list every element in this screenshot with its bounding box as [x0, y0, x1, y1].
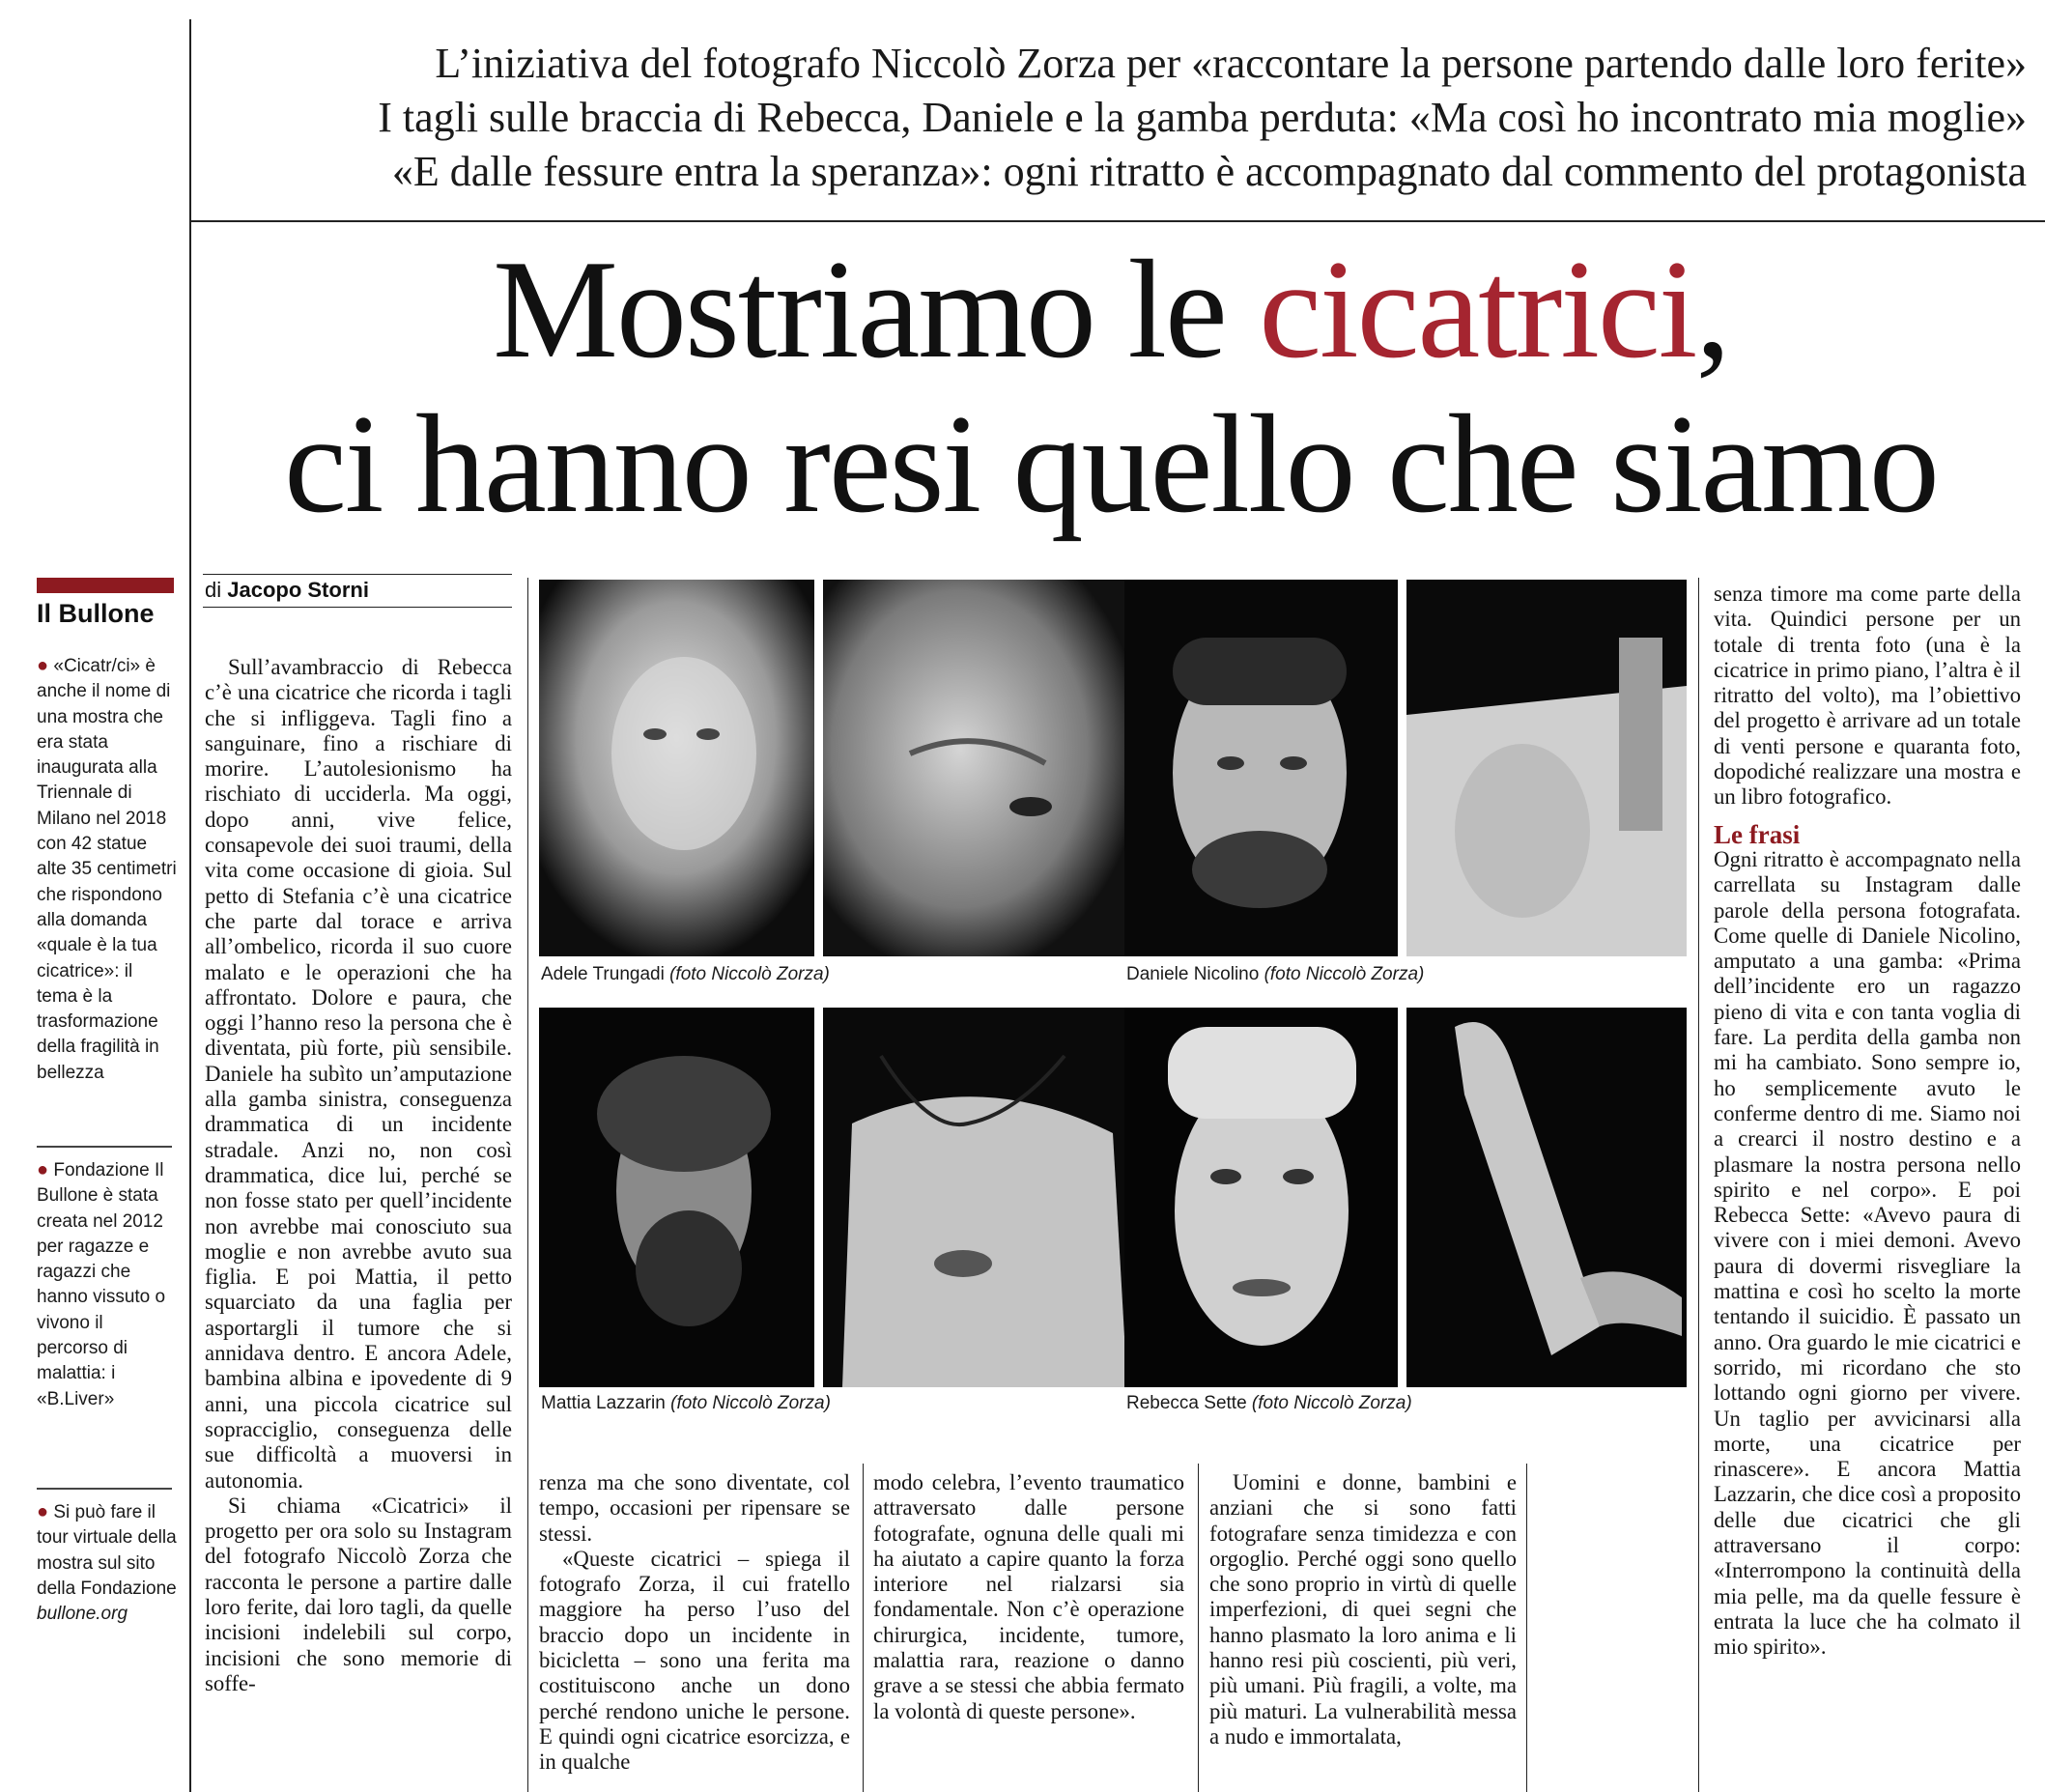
- photo-caption: Mattia Lazzarin (foto Niccolò Zorza): [541, 1393, 831, 1413]
- bullet-icon: ●: [37, 655, 49, 676]
- photo-mattia-portrait: [539, 1008, 814, 1387]
- paragraph: renza ma che sono diventate, col tempo, occasioni per ripensare se stessi.: [539, 1470, 850, 1546]
- photo-adele-portrait: [539, 580, 814, 956]
- body-column-1: [205, 655, 512, 1696]
- sidebar-note-3: ● Si può fare il tour virtuale della mostra sul sito della Fondazione bullone.org: [37, 1501, 177, 1625]
- headline-line-1: Mostriamo le cicatrici,: [493, 231, 1729, 387]
- paragraph: senza timore ma come parte della vita. Quindici persone per un totale di trenta foto (una è la cicatrice in primo piano, l’altra è il ritratto del volto), ma l’obiettivo del progetto è arrivare ad un totale di venti persone e quaranta foto, dopodiché realizzare una mostra e un libro fotografico.: [1714, 582, 2021, 810]
- author-name: Jacopo Storni: [227, 578, 369, 602]
- sidebar-divider: [37, 1488, 172, 1490]
- body-column-5: [1714, 582, 2021, 1660]
- subhead-bottom-rule: [189, 220, 2045, 222]
- sidebar-note-2: ● Fondazione Il Bullone è stata creata nel 2012 per ragazze e ragazzi che hanno vissuto o vivono il percorso di malattia: i «B.Liver»: [37, 1159, 166, 1409]
- subhead-line-2: I tagli sulle braccia di Rebecca, Daniele e la gamba perduta: «Ma così ho incontrato mia moglie»: [378, 94, 2027, 141]
- photo-caption: Rebecca Sette (foto Niccolò Zorza): [1126, 1393, 1412, 1413]
- paragraph: modo celebra, l’evento traumatico attraversato dalle persone fotografate, ognuna delle quali mi ha aiutato a capire quanto la forza interiore nel rialzarsi sia fondamentale. Non c’è operazione chirurgica, incidente, tumore, malattia rara, reazione o danno grave a se stessi che abbia fermato la volontà di queste persone».: [873, 1470, 1184, 1723]
- photo-daniele-scar: [1406, 580, 1687, 956]
- photo-daniele-portrait: [1124, 580, 1398, 956]
- photo-mattia-scar: [823, 1008, 1127, 1387]
- section-heading: Le frasi: [1714, 819, 1801, 849]
- paragraph: Uomini e donne, bambini e anziani che si sono fatti fotografare senza timidezza e con orgoglio. Perché oggi sono quello che sono proprio in virtù di quelle imperfezioni, di quei segni che hanno plasmato la loro anima e li hanno resi più coscienti, più veri, più umani. Più fragili, a volte, ma più maturi. La vulnerabilità messa a nudo e immortalata,: [1209, 1470, 1517, 1749]
- headline-line-2: ci hanno resi quello che siamo: [284, 385, 1938, 542]
- photo-adele-scar: [823, 580, 1127, 956]
- bullet-icon: ●: [37, 1159, 49, 1180]
- photo-caption: Daniele Nicolino (foto Niccolò Zorza): [1126, 964, 1425, 984]
- subheads: [191, 37, 2027, 199]
- subhead-line-3: «E dalle fessure entra la speranza»: ogni ritratto è accompagnato dal commento del protagonista: [391, 148, 2027, 195]
- photo-rebecca-portrait: [1124, 1008, 1398, 1387]
- column-rule: [527, 578, 528, 1792]
- column-rule: [863, 1464, 864, 1792]
- photo-caption: Adele Trungadi (foto Niccolò Zorza): [541, 964, 830, 984]
- column-rule: [1198, 1464, 1199, 1792]
- column-rule: [1698, 578, 1699, 1792]
- bullet-icon: ●: [37, 1501, 49, 1522]
- sidebar-heading: Il Bullone: [37, 599, 155, 628]
- sidebar-note-1: ● «Cicatr/ci» è anche il nome di una mostra che era stata inaugurata alla Triennale di Milano nel 2018 con 42 statue alte 35 centimetri che rispondono alla domanda «quale è la tua cicatrice»: il tema è la trasformazione della fragilità in bellezza: [37, 655, 177, 1083]
- byline-bottom-rule: [203, 607, 512, 608]
- paragraph: Ogni ritratto è accompagnato nella carrellata su Instagram dalle parole della persona fotografata. Come quelle di Daniele Nicolino, amputato a una gamba: «Prima dell’incidente ero un ragazzo pieno di vita e con tanta voglia di fare. La perdita della gamba non mi ha cambiato. Sono sempre io, ho semplicemente avuto le conferme dentro di me. Siamo noi a crearci il nostro destino e a plasmare la nostra persona nello spirito e nel corpo». E poi Rebecca Sette: «Avevo paura di vivere con i miei demoni. Avevo paura di dovermi risvegliare la mattina e così ho scelto la morte tentando il suicidio. È passato un anno. Ora guardo le mie cicatrici e sorrido, mi ricordano che sto lottando ogni giorno per vivere. Un taglio per avvicinarsi alla morte, una cicatrice per rinascere». E ancora Mattia Lazzarin, che dice così a proposito delle due cicatrici che gli attraversano il corpo: «Interrompono la continuità della mia pelle, ma da quelle fessure è entrata la luce che ha colmato il mio spirito».: [1714, 846, 2021, 1660]
- byline: di Jacopo Storni: [205, 578, 369, 602]
- sidebar-accent-bar: [37, 578, 174, 593]
- byline-top-rule: [203, 574, 512, 575]
- sidebar-link[interactable]: bullone.org: [37, 1604, 128, 1625]
- paragraph: Si chiama «Cicatrici» il progetto per ora solo su Instagram del fotografo Niccolò Zorza che racconta le persone a partire dalle loro ferite, dai loro tagli, da quelle incisioni indelebili sul corpo, incisioni che sono memorie di soffe-: [205, 1493, 512, 1695]
- subhead-line-1: L’iniziativa del fotografo Niccolò Zorza per «raccontare la persone partendo dalle loro ferite»: [435, 40, 2027, 87]
- page-left-rule: [189, 19, 191, 1792]
- body-column-4: [1209, 1470, 1517, 1749]
- column-rule: [1526, 1464, 1527, 1792]
- paragraph: Sull’avambraccio di Rebecca c’è una cicatrice che ricorda i tagli che si infliggeva. Tagli fino a sanguinare, fino a rischiare di morire. L’autolesionismo ha rischiato di ucciderla. Ma oggi, dopo anni, vive felice, consapevole dei suoi traumi, della vita come occasione di gioia. Sul petto di Stefania c’è una cicatrice che parte dal torace e arriva all’ombelico, ricorda il suo cuore malato e le operazioni che ha affrontato. Dolore e paura, che oggi l’hanno reso la persona che è diventata, più forte, più sensibile. Daniele ha subìto un’amputazione alla gamba sinistra, conseguenza drammatica di un incidente stradale. Anzi no, non così drammatica, dice lui, perché se non fosse stato per quell’incidente non avrebbe mai conosciuto sua moglie e non avrebbe avuto sua figlia. E poi Mattia, il petto squarciato da una faglia per asportargli il tumore che si annidava dentro. E ancora Adele, bambina albina e ipovedente di 9 anni, una piccola cicatrice sul sopracciglio, conseguenza delle sue difficoltà a muoversi in autonomia.: [205, 655, 512, 1493]
- headline: [193, 232, 2029, 541]
- paragraph: «Queste cicatrici – spiega il fotografo Zorza, il cui fratello maggiore ha perso l’uso del braccio dopo un incidente in bicicletta – sono una ferita ma costituiscono anche un dono perché rendono uniche le persone. E quindi ogni cicatrice esorcizza, e in qualche: [539, 1546, 850, 1775]
- photo-rebecca-scar: [1406, 1008, 1687, 1387]
- body-column-3: [873, 1470, 1184, 1724]
- sidebar-divider: [37, 1146, 172, 1148]
- headline-accent: cicatrici: [1259, 231, 1696, 387]
- body-column-2: [539, 1470, 850, 1776]
